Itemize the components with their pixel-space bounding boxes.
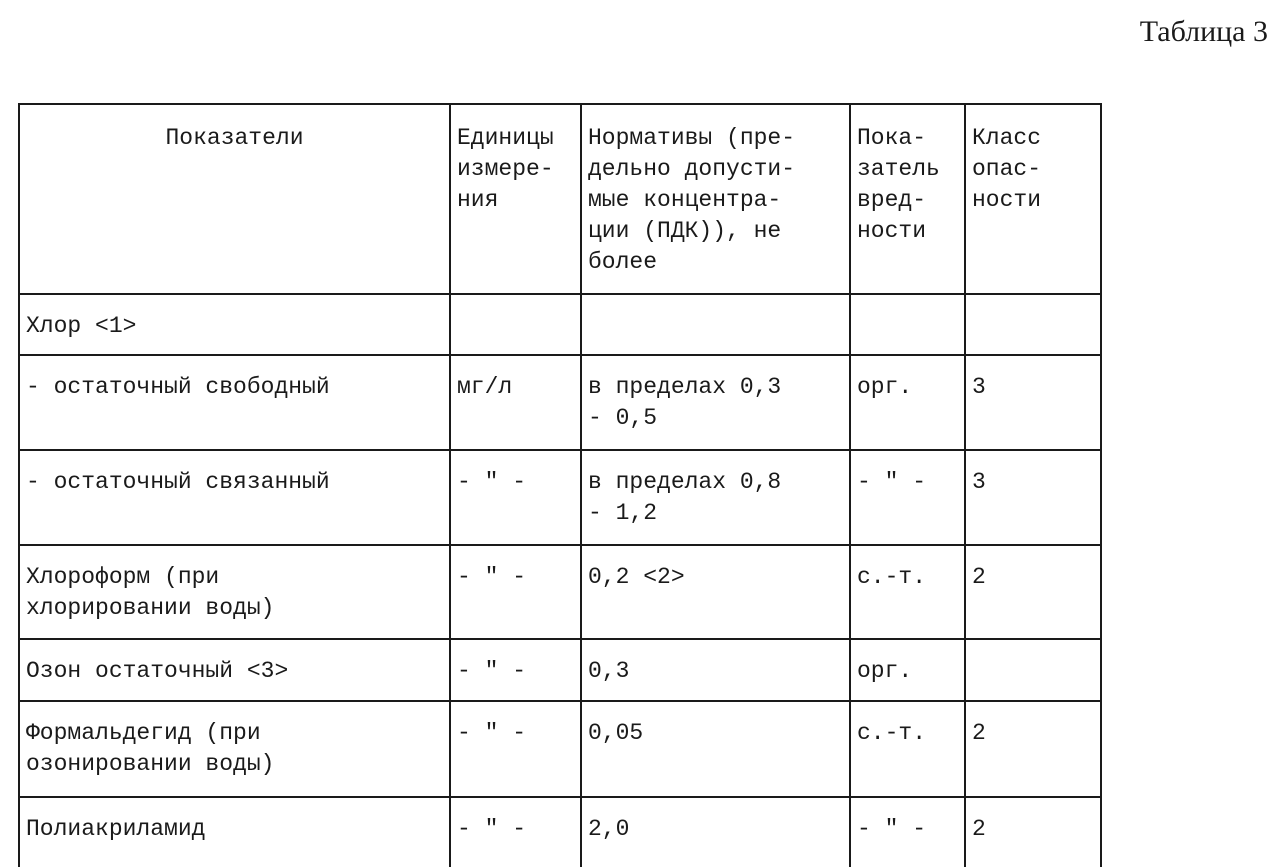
cell-hazard: 2 [965, 545, 1101, 639]
cell-norm: в пределах 0,8 - 1,2 [581, 450, 850, 545]
cell-units: - " - [450, 639, 581, 701]
cell-hazard: 3 [965, 450, 1101, 545]
header-indicator: Показатели [19, 104, 450, 294]
cell-harm: - " - [850, 797, 965, 867]
cell-units: - " - [450, 450, 581, 545]
cell-norm: 0,3 [581, 639, 850, 701]
cell-units: мг/л [450, 355, 581, 450]
header-harm-indicator: Пока- затель вред- ности [850, 104, 965, 294]
table-row [19, 639, 1101, 701]
table-row [19, 294, 1101, 355]
cell-indicator: Хлор <1> [19, 294, 450, 355]
cell-norm: в пределах 0,3 - 0,5 [581, 355, 850, 450]
cell-hazard [965, 294, 1101, 355]
cell-indicator: Хлороформ (при хлорировании воды) [19, 545, 450, 639]
cell-hazard: 3 [965, 355, 1101, 450]
cell-norm: 2,0 [581, 797, 850, 867]
cell-norm: 0,2 <2> [581, 545, 850, 639]
table-caption: Таблица 3 [1139, 15, 1268, 48]
table-row [19, 701, 1101, 797]
header-hazard-class: Класс опас- ности [965, 104, 1101, 294]
cell-indicator: Формальдегид (при озонировании воды) [19, 701, 450, 797]
cell-harm [850, 294, 965, 355]
cell-units: - " - [450, 701, 581, 797]
cell-hazard [965, 639, 1101, 701]
cell-indicator: - остаточный свободный [19, 355, 450, 450]
cell-norm [581, 294, 850, 355]
cell-indicator: - остаточный связанный [19, 450, 450, 545]
table-header-row [19, 104, 1101, 294]
table-row [19, 545, 1101, 639]
header-units: Единицы измере- ния [450, 104, 581, 294]
header-norm: Нормативы (пре- дельно допусти- мые концентра- ции (ПДК)), не более [581, 104, 850, 294]
cell-units [450, 294, 581, 355]
cell-harm: - " - [850, 450, 965, 545]
cell-norm: 0,05 [581, 701, 850, 797]
cell-units: - " - [450, 545, 581, 639]
cell-harm: орг. [850, 639, 965, 701]
cell-harm: с.-т. [850, 545, 965, 639]
standards-table [18, 103, 1102, 867]
cell-harm: с.-т. [850, 701, 965, 797]
table-row [19, 450, 1101, 545]
cell-hazard: 2 [965, 797, 1101, 867]
cell-hazard: 2 [965, 701, 1101, 797]
cell-indicator: Озон остаточный <3> [19, 639, 450, 701]
cell-harm: орг. [850, 355, 965, 450]
cell-units: - " - [450, 797, 581, 867]
table-row [19, 355, 1101, 450]
cell-indicator: Полиакриламид [19, 797, 450, 867]
